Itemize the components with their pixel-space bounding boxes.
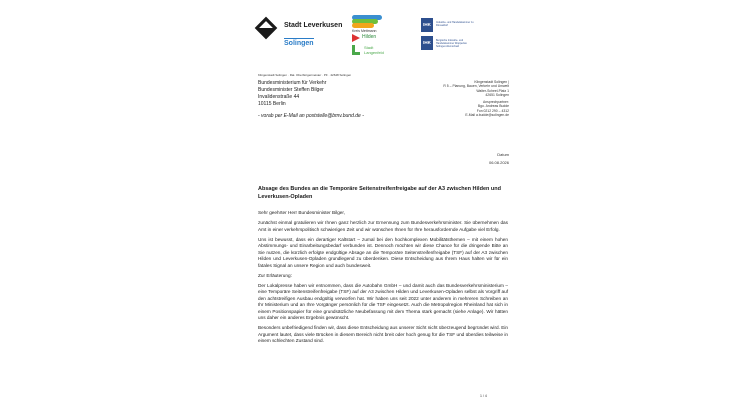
ihk-wuppertal-name: Bergische Industrie- und Handelskammer Wuppertal-Solingen-Remscheid [436, 39, 468, 48]
paragraph: zunächst einmal gratulieren wir Ihnen ganz herzlich zur Ernennung zum Bundesverkehrsminister. Sie übernehmen das Amt in einer verkehrspolitisch schwierigen Zeit und wir wünschen Ihnen für Ihre herausfordernde Aufgabe viel Erfolg. [258, 220, 508, 232]
recipient-line-4: 10115 Berlin [258, 101, 286, 107]
letter-subject: Absage des Bundes an die Temporäre Seitenstreifenfreigabe auf der A3 zwischen Hilden und Leverkusen-Opladen [258, 186, 501, 200]
wave-icon [352, 23, 374, 28]
recipient-line-1: Bundesministerium für Verkehr [258, 80, 327, 86]
langenfeld-mark-icon [352, 45, 360, 55]
leverkusen-logo-text: Stadt Leverkusen [284, 22, 343, 29]
hilden-logo-text: Hilden [362, 34, 377, 40]
date-value: 06.08.2026 [488, 160, 509, 165]
sender-line-1: Klingenstadt Solingen | [474, 80, 509, 84]
recipient-line-2: Bundesminister Steffen Bilger [258, 87, 324, 93]
sender-phone: Fon 0212 290 – 4312 [476, 108, 509, 113]
leverkusen-diamond-icon [255, 17, 278, 40]
page-number: 1 / 4 [480, 394, 487, 398]
langenfeld-logo-text [364, 45, 384, 55]
sender-email: E-Mail a.budde@solingen.de [465, 113, 509, 118]
recipient-email-note: - vorab per E-Mail an poststelle@bmv.bund.de - [258, 113, 364, 119]
hilden-mark-icon [352, 34, 360, 42]
recipient-address [258, 80, 364, 120]
sender-line-4: 42651 Solingen [485, 92, 509, 97]
letter-body [258, 210, 508, 348]
sender-contact-name: Bgo. Andreas Budde [477, 104, 509, 109]
sender-line-3: Walter-Scheel-Platz 1 [476, 88, 509, 93]
date-label: Datum [497, 152, 509, 157]
salutation: Sehr geehrter Herr Bundesminister Bilger, [258, 210, 346, 215]
leverkusen-solingen-logo [258, 16, 342, 56]
sender-address [443, 80, 509, 117]
mettmann-logo-text: Kreis Mettmann [352, 29, 377, 33]
paragraph: Der Lokalpresse haben wir entnommen, dass die Autobahn GmbH – und damit auch das Bundesverkehrsministerium – eine Temporäre Seitenstreifenfreigabe (TSF) auf der A3 zwischen Hilden und Leverkusen-Opladen selbst als Vorgriff auf den achtstreifigen Ausbau endgültig verworfen hat. Wir haben uns seit 2022 unter anderem in mehreren Schreiben an Ihr Ministerium und an Ihre Vorgänger persönlich für die TSF eingesetzt. Auch die Metropolregion Rheinland hat sich in einem Positionspapier für eine grundsätzliche Neubefassung mit dem Thema stark gemacht (siehe Anlage). Wir hätten uns daher ein anderes Ergebnis gewünscht. [258, 282, 508, 320]
ihk-duesseldorf-name: Industrie- und Handelskammer zu Düsseldorf [436, 21, 474, 27]
sender-line-2: R 5 – Planung, Bauen, Verkehr und Umwelt [443, 84, 509, 89]
langenfeld-logo-line2: Langenfeld [364, 50, 384, 55]
solingen-logo-text: Solingen [284, 40, 314, 47]
mettmann-logo [352, 15, 392, 35]
date-block [489, 152, 509, 165]
langenfeld-logo [352, 45, 392, 59]
paragraph: Uns ist bewusst, dass ein derartiger Kaltstart – zumal bei den hochkomplexen Mobilitätsthemen – mit einem hohen Abstimmungs- und Einarbeitungsbedarf verbunden ist. Dennoch möchten wir diese Chance für die dringende Bitte an Sie nutzen, die kürzlich erfolgte endgültige Absage an die Temporäre Seitenstreifenfreigabe (TSF) auf der A3 zwischen Hilden und Leverkusen-Opladen grundlegend zu überdenken. Diese Entscheidung aus Ihrem Haus halten wir für ein fatales Signal an unsere Region und auch bundesweit. [258, 236, 508, 268]
langenfeld-logo-line1: Stadt [364, 45, 374, 50]
sender-contact-label: Ansprechpartner: [482, 100, 509, 105]
return-address: Klingenstadt Solingen · Rat. Oberbürgermeister · PF · 42648 Solingen [258, 73, 352, 77]
recipient-line-3: Invalidenstraße 44 [258, 94, 300, 100]
ihk-wuppertal-logo-mark: IHK [421, 36, 433, 50]
paragraph: Zur Erläuterung: [258, 272, 292, 278]
ihk-duesseldorf-logo-mark: IHK [421, 18, 433, 32]
paragraph: Besonders unbefriedigend finden wir, dass diese Entscheidung aus unserer Sicht nicht überzeugend begründet wird. Ein Argument lautet, dass viele Brücken in diesem Bereich nicht breit oder hoch genug für die TSF und überdies teilweise in einem schlechten Zustand sind. [258, 325, 508, 343]
